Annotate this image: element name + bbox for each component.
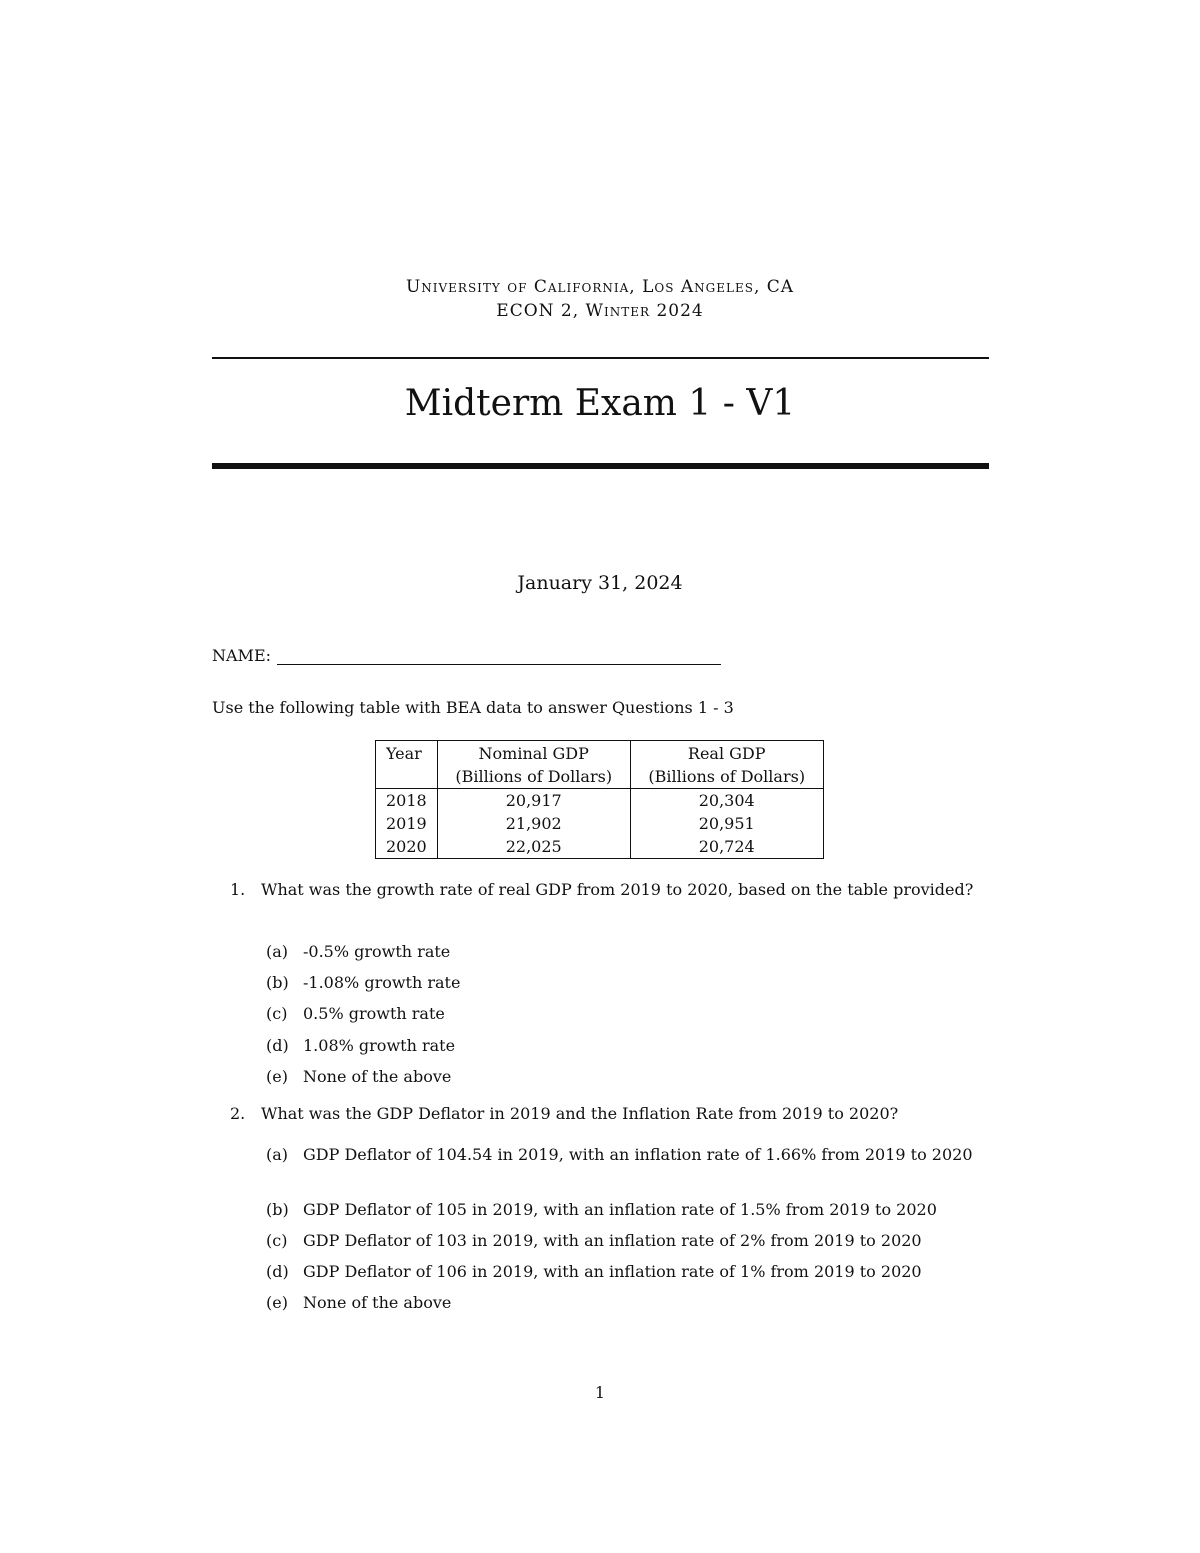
option-label: (c) xyxy=(266,1231,288,1250)
name-blank-line[interactable] xyxy=(277,648,721,665)
option-label: (b) xyxy=(266,973,289,992)
nominal-gdp-units: (Billions of Dollars) xyxy=(437,765,630,789)
option-text: 0.5% growth rate xyxy=(303,1004,445,1023)
option-text: None of the above xyxy=(303,1293,452,1312)
option-text: GDP Deflator of 104.54 in 2019, with an inflation rate of 1.66% from 2019 to 2020 xyxy=(303,1145,973,1164)
question-1-option-d[interactable] xyxy=(266,1034,986,1058)
option-text: -1.08% growth rate xyxy=(303,973,461,992)
option-label: (e) xyxy=(266,1293,288,1312)
name-label: NAME: xyxy=(212,646,272,665)
option-text: None of the above xyxy=(303,1067,452,1086)
question-number: 1. xyxy=(230,880,246,899)
option-label: (b) xyxy=(266,1200,289,1219)
year-cell: 2020 xyxy=(376,835,438,859)
option-label: (d) xyxy=(266,1036,289,1055)
question-1-option-c[interactable] xyxy=(266,1002,986,1026)
real-gdp-cell: 20,724 xyxy=(630,835,823,859)
question-text: What was the growth rate of real GDP from 2019 to 2020, based on the table provided? xyxy=(261,880,974,899)
real-gdp-units: (Billions of Dollars) xyxy=(630,765,823,789)
option-label: (e) xyxy=(266,1067,288,1086)
year-header: Year xyxy=(376,741,438,766)
gdp-table xyxy=(375,740,824,859)
table-intro: Use the following table with BEA data to answer Questions 1 - 3 xyxy=(212,698,734,717)
institution-line: University of California, Los Angeles, CA xyxy=(405,277,795,297)
option-label: (a) xyxy=(266,942,289,961)
option-text: GDP Deflator of 105 in 2019, with an inflation rate of 1.5% from 2019 to 2020 xyxy=(303,1200,937,1219)
name-field xyxy=(212,646,721,665)
table-header-units-row xyxy=(376,765,824,789)
option-text: GDP Deflator of 106 in 2019, with an inflation rate of 1% from 2019 to 2020 xyxy=(303,1262,922,1281)
question-2-option-e[interactable] xyxy=(266,1291,986,1315)
option-text: GDP Deflator of 103 in 2019, with an inflation rate of 2% from 2019 to 2020 xyxy=(303,1231,922,1250)
real-gdp-cell: 20,304 xyxy=(630,789,823,813)
question-2-option-c[interactable] xyxy=(266,1229,986,1253)
option-label: (a) xyxy=(266,1145,289,1164)
nominal-gdp-header: Nominal GDP xyxy=(437,741,630,766)
question-number: 2. xyxy=(230,1104,246,1123)
option-label: (c) xyxy=(266,1004,288,1023)
exam-date: January 31, 2024 xyxy=(517,572,683,594)
option-label: (d) xyxy=(266,1262,289,1281)
question-1-option-e[interactable] xyxy=(266,1065,986,1089)
question-2-option-a[interactable] xyxy=(266,1143,986,1167)
table-row xyxy=(376,835,824,859)
question-1-option-a[interactable] xyxy=(266,940,986,964)
question-text: What was the GDP Deflator in 2019 and the Inflation Rate from 2019 to 2020? xyxy=(261,1104,899,1123)
nominal-gdp-cell: 21,902 xyxy=(437,812,630,835)
table-header-row xyxy=(376,741,824,766)
year-cell: 2019 xyxy=(376,812,438,835)
question-1-option-b[interactable] xyxy=(266,971,986,995)
page-number: 1 xyxy=(594,1383,606,1402)
top-rule xyxy=(212,357,989,359)
option-text: 1.08% growth rate xyxy=(303,1036,456,1055)
exam-title: Midterm Exam 1 - V1 xyxy=(404,383,796,424)
nominal-gdp-cell: 20,917 xyxy=(437,789,630,813)
year-header-blank xyxy=(376,765,438,789)
nominal-gdp-cell: 22,025 xyxy=(437,835,630,859)
course-line: ECON 2, Winter 2024 xyxy=(496,301,704,321)
option-text: -0.5% growth rate xyxy=(303,942,451,961)
thick-rule xyxy=(212,463,989,469)
question-1 xyxy=(230,878,980,902)
table-row xyxy=(376,789,824,813)
question-2-option-d[interactable] xyxy=(266,1260,986,1284)
real-gdp-header: Real GDP xyxy=(630,741,823,766)
year-cell: 2018 xyxy=(376,789,438,813)
question-2-option-b[interactable] xyxy=(266,1198,986,1222)
table-row xyxy=(376,812,824,835)
real-gdp-cell: 20,951 xyxy=(630,812,823,835)
question-2 xyxy=(230,1102,980,1126)
